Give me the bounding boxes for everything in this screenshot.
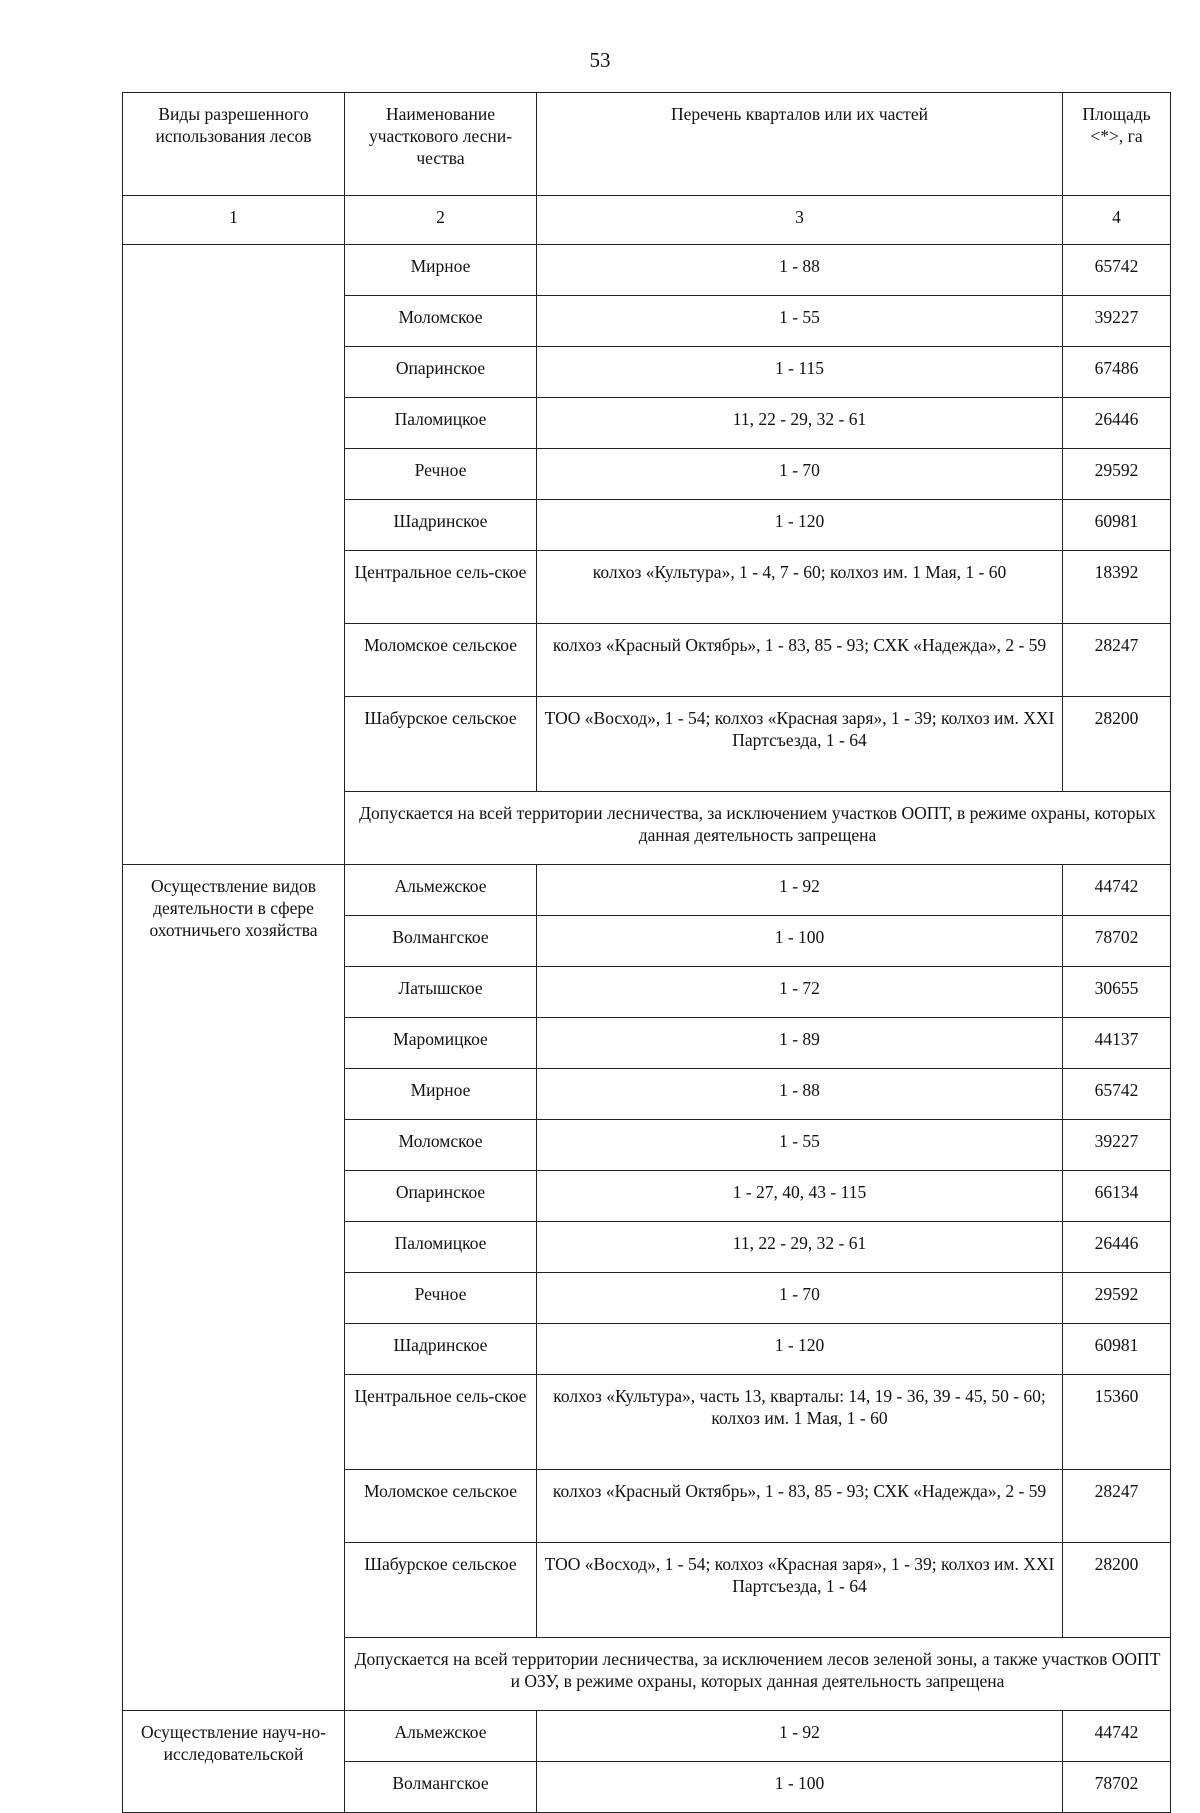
column-number: 3	[537, 196, 1063, 245]
quarters-cell: 1 - 120	[537, 1324, 1063, 1375]
quarters-cell: 1 - 70	[537, 1273, 1063, 1324]
header-use-type: Виды разрешенного использования лесов	[123, 93, 345, 196]
area-cell: 28200	[1063, 697, 1171, 792]
forestry-name-cell: Речное	[345, 449, 537, 500]
forestry-name-cell: Моломское	[345, 1120, 537, 1171]
forestry-name-cell: Альмежское	[345, 1711, 537, 1762]
quarters-cell: колхоз «Красный Октябрь», 1 - 83, 85 - 93; СХК «Надежда», 2 - 59	[537, 1470, 1063, 1543]
forestry-name-cell: Мирное	[345, 1069, 537, 1120]
quarters-cell: 1 - 70	[537, 449, 1063, 500]
column-number: 1	[123, 196, 345, 245]
area-cell: 26446	[1063, 1222, 1171, 1273]
area-cell: 67486	[1063, 347, 1171, 398]
forestry-name-cell: Шабурское сельское	[345, 1543, 537, 1638]
quarters-cell: 1 - 92	[537, 1711, 1063, 1762]
forestry-name-cell: Шадринское	[345, 1324, 537, 1375]
area-cell: 39227	[1063, 1120, 1171, 1171]
table-row	[123, 1711, 1171, 1762]
area-cell: 15360	[1063, 1375, 1171, 1470]
forestry-name-cell: Опаринское	[345, 1171, 537, 1222]
area-cell: 28200	[1063, 1543, 1171, 1638]
header-quarters: Перечень кварталов или их частей	[537, 93, 1063, 196]
area-cell: 44742	[1063, 865, 1171, 916]
forestry-name-cell: Опаринское	[345, 347, 537, 398]
quarters-cell: 11, 22 - 29, 32 - 61	[537, 398, 1063, 449]
header-area: Площадь <*>, га	[1063, 93, 1171, 196]
forestry-name-cell: Латышское	[345, 967, 537, 1018]
forestry-name-cell: Моломское	[345, 296, 537, 347]
area-cell: 65742	[1063, 245, 1171, 296]
column-number: 4	[1063, 196, 1171, 245]
area-cell: 44137	[1063, 1018, 1171, 1069]
quarters-cell: 1 - 92	[537, 865, 1063, 916]
area-cell: 26446	[1063, 398, 1171, 449]
area-cell: 78702	[1063, 916, 1171, 967]
note-cell: Допускается на всей территории лесничества, за исключением участков ООПТ, в режиме охраны, которых данная деятельность запрещена	[345, 792, 1171, 865]
quarters-cell: 1 - 72	[537, 967, 1063, 1018]
area-cell: 65742	[1063, 1069, 1171, 1120]
page-number: 53	[589, 48, 611, 72]
area-cell: 29592	[1063, 1273, 1171, 1324]
forestry-name-cell: Альмежское	[345, 865, 537, 916]
quarters-cell: колхоз «Культура», 1 - 4, 7 - 60; колхоз им. 1 Мая, 1 - 60	[537, 551, 1063, 624]
area-cell: 28247	[1063, 624, 1171, 697]
forestry-name-cell: Паломицкое	[345, 1222, 537, 1273]
forestry-name-cell: Паломицкое	[345, 398, 537, 449]
column-number-row	[123, 196, 1171, 245]
area-cell: 18392	[1063, 551, 1171, 624]
quarters-cell: 1 - 115	[537, 347, 1063, 398]
area-cell: 66134	[1063, 1171, 1171, 1222]
activity-cell: Осуществление науч-но-исследовательской	[123, 1711, 345, 1813]
table-row	[123, 865, 1171, 916]
table-row	[123, 245, 1171, 296]
quarters-cell: 1 - 89	[537, 1018, 1063, 1069]
forestry-name-cell: Волмангское	[345, 916, 537, 967]
forestry-name-cell: Центральное сель-ское	[345, 1375, 537, 1470]
forestry-name-cell: Волмангское	[345, 1762, 537, 1813]
area-cell: 30655	[1063, 967, 1171, 1018]
area-cell: 78702	[1063, 1762, 1171, 1813]
header-row	[123, 93, 1171, 196]
quarters-cell: колхоз «Красный Октябрь», 1 - 83, 85 - 93; СХК «Надежда», 2 - 59	[537, 624, 1063, 697]
column-number: 2	[345, 196, 537, 245]
quarters-cell: ТОО «Восход», 1 - 54; колхоз «Красная заря», 1 - 39; колхоз им. XXI Партсъезда, 1 - 64	[537, 1543, 1063, 1638]
area-cell: 44742	[1063, 1711, 1171, 1762]
quarters-cell: 1 - 27, 40, 43 - 115	[537, 1171, 1063, 1222]
quarters-cell: 1 - 55	[537, 296, 1063, 347]
forestry-name-cell: Шабурское сельское	[345, 697, 537, 792]
forest-use-table	[122, 92, 1171, 1813]
forestry-name-cell: Моломское сельское	[345, 624, 537, 697]
area-cell: 28247	[1063, 1470, 1171, 1543]
quarters-cell: колхоз «Культура», часть 13, кварталы: 14, 19 - 36, 39 - 45, 50 - 60; колхоз им. 1 Мая, 1 - 60	[537, 1375, 1063, 1470]
quarters-cell: 1 - 120	[537, 500, 1063, 551]
quarters-cell: 1 - 88	[537, 1069, 1063, 1120]
forestry-name-cell: Маромицкое	[345, 1018, 537, 1069]
area-cell: 29592	[1063, 449, 1171, 500]
quarters-cell: ТОО «Восход», 1 - 54; колхоз «Красная заря», 1 - 39; колхоз им. XXI Партсъезда, 1 - 64	[537, 697, 1063, 792]
area-cell: 60981	[1063, 1324, 1171, 1375]
forestry-name-cell: Шадринское	[345, 500, 537, 551]
note-cell: Допускается на всей территории лесничества, за исключением лесов зеленой зоны, а также участков ООПТ и ОЗУ, в режиме охраны, которых данная деятельность запрещена	[345, 1638, 1171, 1711]
activity-cell: Осуществление видов деятельности в сфере охотничьего хозяйства	[123, 865, 345, 1711]
header-forestry-name: Наименование участкового лесни-чества	[345, 93, 537, 196]
quarters-cell: 1 - 100	[537, 1762, 1063, 1813]
quarters-cell: 1 - 88	[537, 245, 1063, 296]
area-cell: 60981	[1063, 500, 1171, 551]
forestry-name-cell: Речное	[345, 1273, 537, 1324]
forestry-name-cell: Моломское сельское	[345, 1470, 537, 1543]
activity-cell	[123, 245, 345, 865]
quarters-cell: 11, 22 - 29, 32 - 61	[537, 1222, 1063, 1273]
forestry-name-cell: Центральное сель-ское	[345, 551, 537, 624]
forestry-name-cell: Мирное	[345, 245, 537, 296]
quarters-cell: 1 - 100	[537, 916, 1063, 967]
area-cell: 39227	[1063, 296, 1171, 347]
quarters-cell: 1 - 55	[537, 1120, 1063, 1171]
